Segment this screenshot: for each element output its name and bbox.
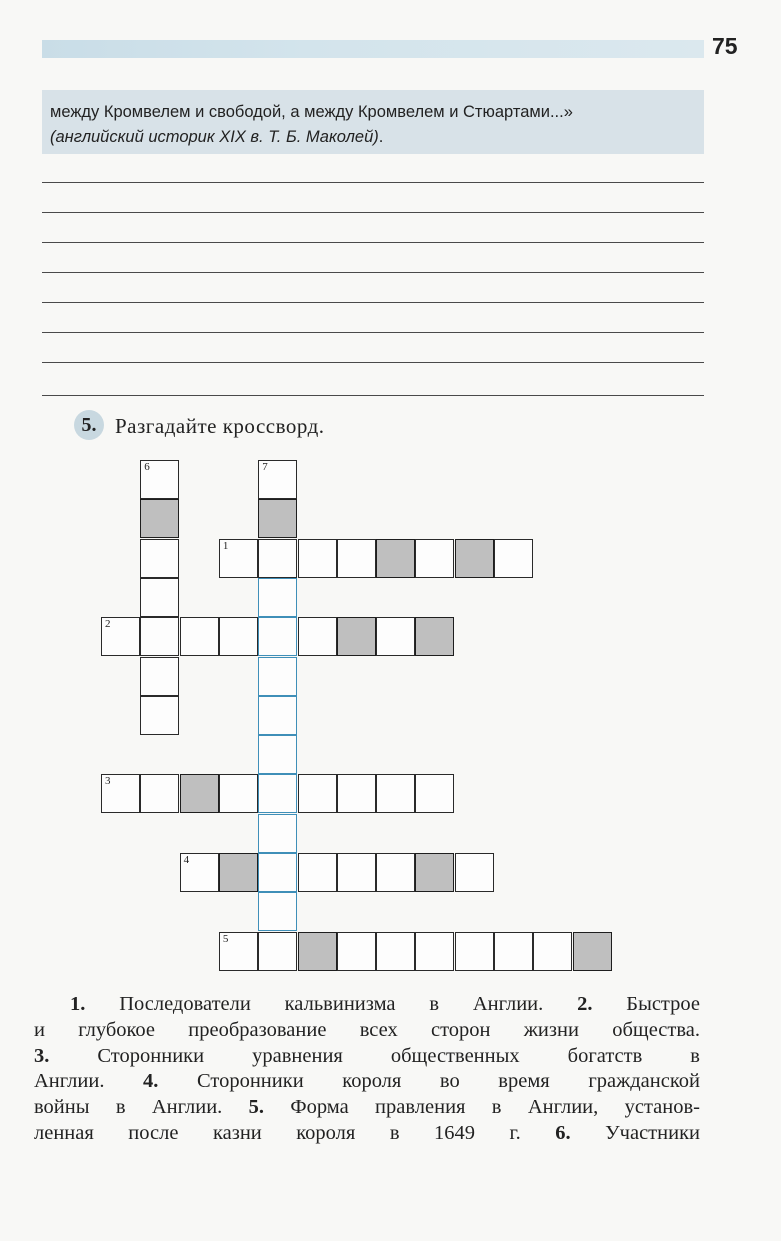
clue-line: Англии. 4. Сторонники короля во время гражданской [34,1070,700,1093]
clue-line: войны в Англии. 5. Форма правления в Англии, установ- [34,1096,700,1119]
crossword-cell[interactable] [298,617,337,656]
crossword-cell[interactable] [258,578,297,617]
crossword-cell[interactable] [376,617,415,656]
crossword-cell[interactable] [298,853,337,892]
crossword-clue-number: 3 [105,775,111,788]
crossword-cell[interactable] [101,774,140,813]
crossword-clue-number: 2 [105,618,111,631]
crossword-cell[interactable] [140,774,179,813]
crossword-clue-number: 7 [262,461,268,473]
clue-line: 1. Последователи кальвинизма в Англии. 2. Быстрое [70,993,700,1015]
task-number: 5. [74,410,104,440]
crossword-cell[interactable] [258,460,297,499]
crossword-cell-shaded[interactable] [298,932,337,971]
answer-line[interactable] [42,395,704,396]
crossword-cell[interactable] [219,932,258,971]
crossword-cell[interactable] [337,774,376,813]
answer-line[interactable] [42,302,704,303]
crossword-cell[interactable] [258,853,297,892]
crossword-cell[interactable] [298,774,337,813]
crossword-cell[interactable] [494,932,533,971]
crossword-clue-number: 6 [144,461,150,473]
crossword-cell[interactable] [337,539,376,578]
quote-line-1: между Кромвелем и свободой, а между Кромвелем и Стюартами...» [50,103,573,121]
crossword-cell[interactable] [258,814,297,853]
crossword-clue-number: 4 [183,854,190,866]
crossword-cell[interactable] [533,932,572,971]
crossword-cell[interactable] [219,774,258,813]
crossword-cell-shaded[interactable] [415,617,454,656]
crossword-cell[interactable] [258,617,297,656]
quote-period: . [378,128,384,146]
crossword-cell[interactable] [298,539,337,578]
crossword-cell[interactable] [140,696,179,735]
crossword-cell-shaded[interactable] [455,539,494,578]
crossword-cell[interactable] [494,539,533,578]
answer-line[interactable] [42,182,704,183]
crossword-cell[interactable] [140,460,179,499]
crossword-cell[interactable] [455,853,494,892]
answer-line[interactable] [42,242,704,243]
answer-line[interactable] [42,212,704,213]
answer-line[interactable] [42,332,704,333]
quote-box [42,90,704,154]
clues [34,992,700,1147]
clue-line: ленная после казни короля в 1649 г. 6. Участники [34,1121,701,1144]
crossword-cell[interactable] [376,853,415,892]
answer-line[interactable] [42,362,704,363]
crossword-cell-shaded[interactable] [140,499,179,538]
crossword-cell[interactable] [415,539,454,578]
crossword-cell[interactable] [376,774,415,813]
crossword-cell[interactable] [337,932,376,971]
crossword-cell[interactable] [415,932,454,971]
crossword-cell[interactable] [258,932,297,971]
crossword-cell[interactable] [101,617,140,656]
crossword-cell[interactable] [140,657,179,696]
crossword-clue-number: 1 [222,539,229,552]
crossword-cell[interactable] [140,578,179,617]
crossword-cell[interactable] [258,657,297,696]
clue-line: 3. Сторонники уравнения общественных богатств в [34,1044,700,1067]
task-title: Разгадайте кроссворд. [115,414,325,438]
crossword-cell-shaded[interactable] [180,774,219,813]
crossword-cell[interactable] [219,617,258,656]
quote-attribution: (английский историк XIX в. Т. Б. Маколей) [50,128,379,146]
crossword-cell[interactable] [376,932,415,971]
crossword-cell-shaded[interactable] [219,853,258,892]
page-number: 75 [712,33,738,59]
crossword-cell[interactable] [180,617,219,656]
crossword-cell[interactable] [258,774,297,813]
crossword-cell[interactable] [258,892,297,931]
crossword-cell[interactable] [140,539,179,578]
crossword-cell-shaded[interactable] [573,932,612,971]
crossword-cell[interactable] [258,696,297,735]
crossword-cell-shaded[interactable] [415,853,454,892]
crossword-cell[interactable] [455,932,494,971]
clue-line: и глубокое преобразование всех сторон жизни общества. [34,1018,700,1041]
crossword-cell[interactable] [337,853,376,892]
crossword-cell[interactable] [180,853,219,892]
crossword-cell[interactable] [258,735,297,774]
crossword-cell-shaded[interactable] [376,539,415,578]
crossword-clue-number: 5 [222,932,229,945]
header-bar [42,40,704,58]
crossword-cell[interactable] [415,774,454,813]
crossword-cell-shaded[interactable] [258,499,297,538]
crossword-cell[interactable] [219,539,258,578]
crossword-cell[interactable] [258,539,297,578]
answer-line[interactable] [42,272,704,273]
crossword-cell-shaded[interactable] [337,617,376,656]
crossword-cell[interactable] [140,617,179,656]
quote-line-2 [50,125,704,150]
